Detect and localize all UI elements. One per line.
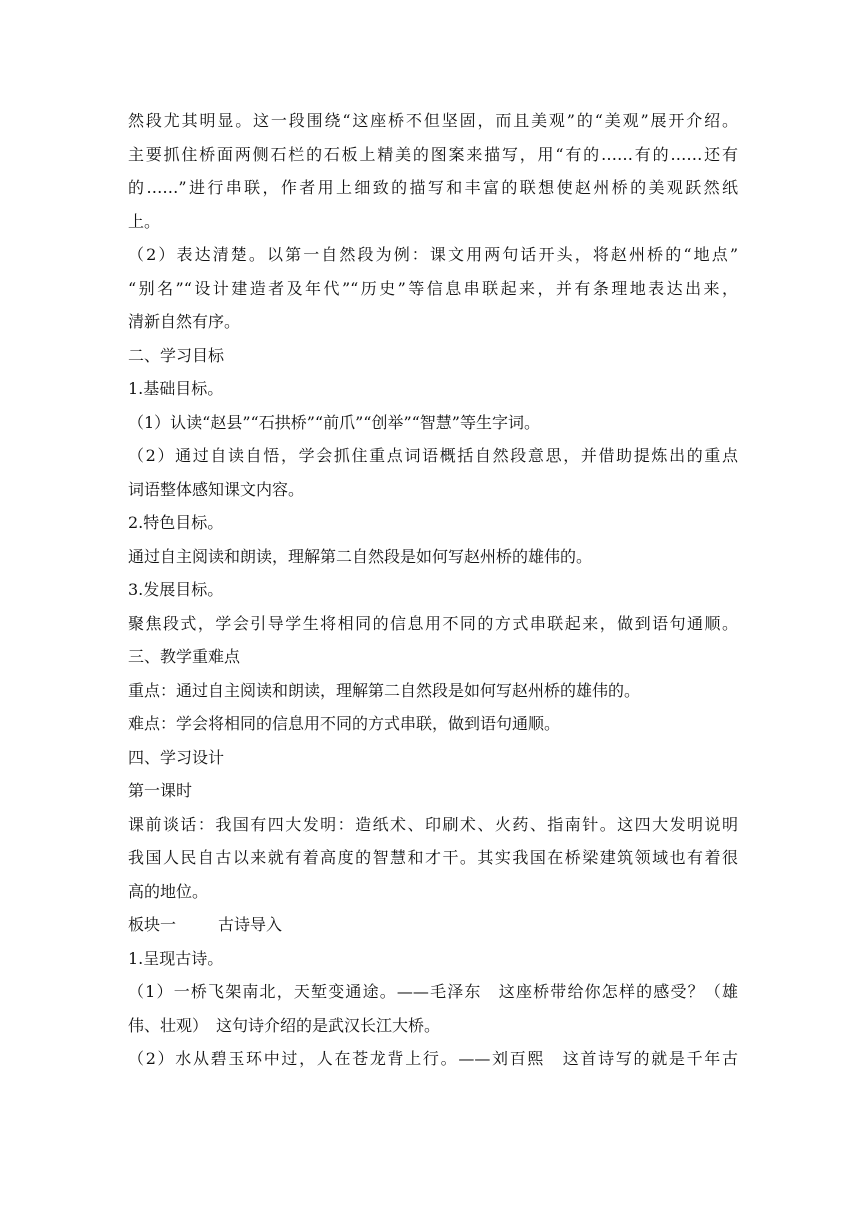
block-title: 古诗导入 bbox=[218, 915, 283, 934]
section-heading: 三、教学重难点 bbox=[128, 647, 241, 666]
paragraph-line: 课前谈话：我国有四大发明：造纸术、印刷术、火药、指南针。这四大发明说明 bbox=[128, 814, 738, 834]
paragraph-line: （2）表达清楚。以第一自然段为例：课文用两句话开头，将赵州桥的“地点” bbox=[128, 245, 738, 264]
lesson-heading: 第一课时 bbox=[128, 781, 193, 800]
paragraph-line: （1）一桥飞架南北，天堑变通途。——毛泽东 这座桥带给你怎样的感受？（雄 bbox=[128, 982, 738, 1001]
block-heading bbox=[128, 908, 738, 942]
paragraph-line: （1）认读“赵县”“石拱桥”“前爪”“创举”“智慧”等生字词。 bbox=[128, 412, 540, 432]
paragraph-line: 重点：通过自主阅读和朗读，理解第二自然段是如何写赵州桥的雄伟的。 bbox=[128, 680, 641, 700]
paragraph-line: 伟、壮观） 这句诗介绍的是武汉长江大桥。 bbox=[128, 1015, 441, 1035]
paragraph-line: 难点：学会将相同的信息用不同的方式串联，做到语句通顺。 bbox=[128, 714, 561, 733]
subsection-heading: 3.发展目标。 bbox=[128, 580, 224, 599]
paragraph-line: 词语整体感知课文内容。 bbox=[128, 479, 305, 499]
paragraph-line: 的……”进行串联，作者用上细致的描写和丰富的联想使赵州桥的美观跃然纸 bbox=[128, 178, 738, 197]
document-body bbox=[128, 104, 738, 1076]
paragraph-line: “别名”“设计建造者及年代”“历史”等信息串联起来，并有条理地表达出来， bbox=[128, 278, 738, 298]
paragraph-line: 然段尤其明显。这一段围绕“这座桥不但坚固，而且美观”的“美观”展开介绍。 bbox=[128, 111, 738, 130]
subsection-heading: 1.基础目标。 bbox=[128, 379, 224, 398]
paragraph-line: 上。 bbox=[128, 211, 161, 231]
paragraph-line: 通过自主阅读和朗读，理解第二自然段是如何写赵州桥的雄伟的。 bbox=[128, 546, 593, 566]
subsection-heading: 1.呈现古诗。 bbox=[128, 948, 224, 968]
section-heading: 四、学习设计 bbox=[128, 747, 225, 767]
section-heading: 二、学习目标 bbox=[128, 345, 225, 365]
paragraph-line: 聚焦段式，学会引导学生将相同的信息用不同的方式串联起来，做到语句通顺。 bbox=[128, 613, 738, 633]
paragraph-line: 我国人民自古以来就有着高度的智慧和才干。其实我国在桥梁建筑领域也有着很 bbox=[128, 848, 738, 867]
paragraph-line: （2）通过自读自悟，学会抓住重点词语概括自然段意思，并借助提炼出的重点 bbox=[128, 446, 738, 465]
paragraph-line: 高的地位。 bbox=[128, 881, 209, 901]
paragraph-line: 清新自然有序。 bbox=[128, 312, 241, 331]
block-label: 板块一 bbox=[128, 915, 177, 934]
subsection-heading: 2.特色目标。 bbox=[128, 513, 224, 532]
paragraph-line: 主要抓住桥面两侧石栏的石板上精美的图案来描写，用“有的……有的……还有 bbox=[128, 144, 738, 164]
paragraph-line: （2）水从碧玉环中过，人在苍龙背上行。——刘百熙 这首诗写的就是千年古 bbox=[128, 1049, 738, 1068]
